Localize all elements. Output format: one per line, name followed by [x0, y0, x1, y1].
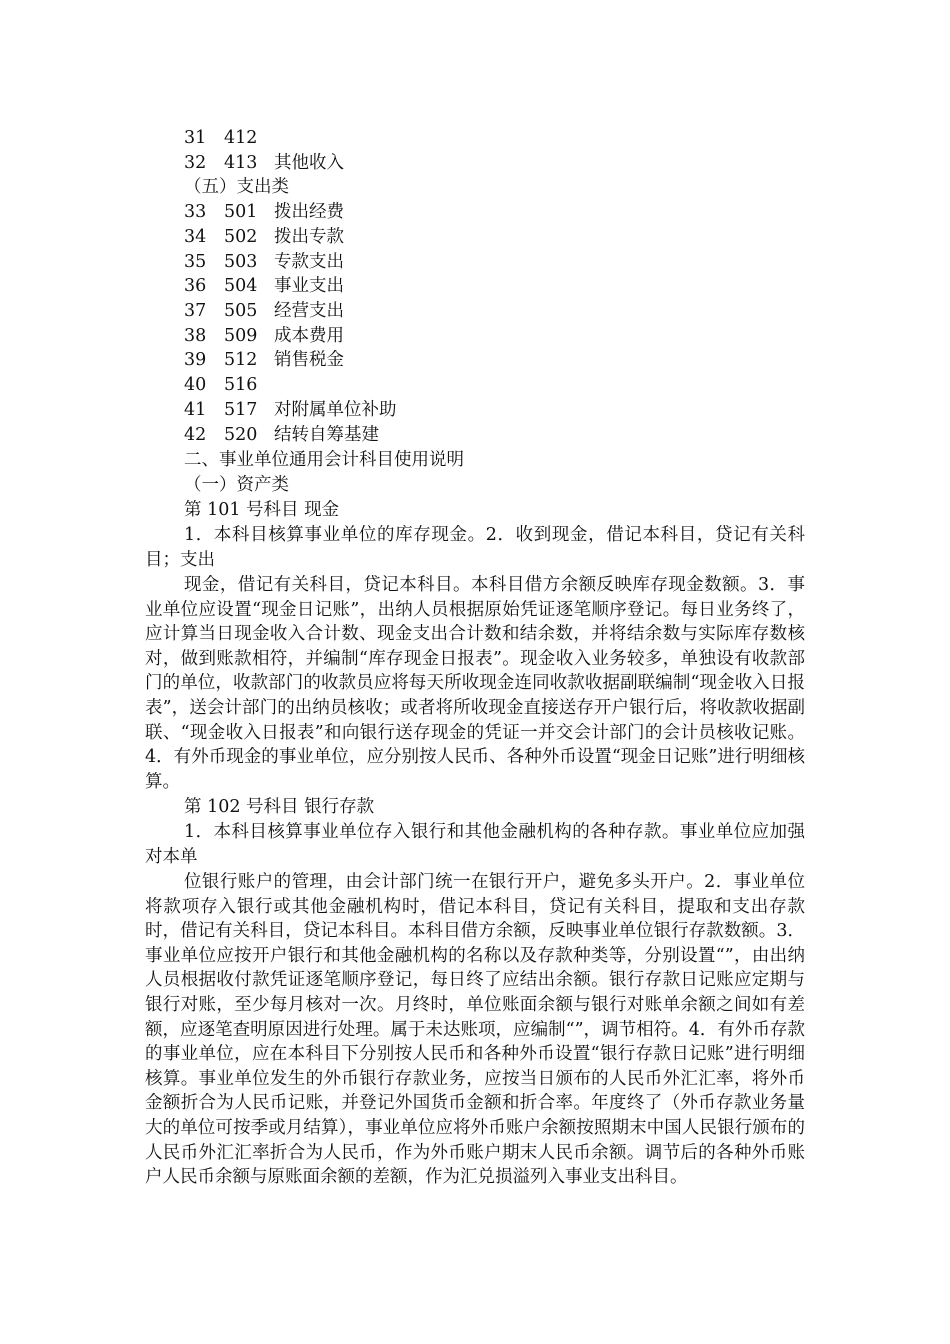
subject-number: 39: [184, 350, 207, 370]
subject-row-32: [184, 151, 344, 175]
subject-number: 36: [184, 276, 207, 296]
section-heading: 二、事业单位通用会计科目使用说明: [184, 450, 464, 470]
subject-code: 509: [224, 326, 258, 346]
subject-102-title: 第 102 号科目 银行存款: [184, 797, 375, 817]
subject-name: 专款支出: [274, 252, 344, 272]
subject-number: 40: [184, 375, 207, 395]
subject-name: 销售税金: [274, 350, 344, 370]
subject-number: 42: [184, 425, 207, 445]
subject-code: 503: [224, 252, 258, 272]
subject-code: 520: [224, 425, 258, 445]
subject-number: 34: [184, 227, 207, 247]
subject-name: 事业支出: [274, 276, 344, 296]
subject-row-38: [184, 324, 344, 348]
subject-row-35: [184, 250, 344, 274]
subject-code: 517: [224, 400, 258, 420]
subject-name: 其他收入: [274, 153, 344, 173]
subject-code: 504: [224, 276, 258, 296]
assets-heading: （一）资产类: [184, 475, 289, 495]
subject-name: 结转自筹基建: [274, 425, 379, 445]
subject-number: 32: [184, 153, 207, 173]
subject-number: 33: [184, 202, 207, 222]
subject-row-31: [184, 126, 274, 150]
expense-category-heading: （五）支出类: [184, 177, 289, 197]
subject-name: 拨出专款: [274, 227, 344, 247]
subject-101-paragraph-2: 现金，借记有关科目，贷记本科目。本科目借方余额反映库存现金数额。3．事业单位应设置“现金日记账”，出纳人员根据原始凭证逐笔顺序登记。每日业务终了，应计算当日现金收入合计数、现金支出合计数和结余数，并将结余数与实际库存数核对，做到账款相符，并编制“库存现金日报表”。现金收入业务较多，单独设有收款部门的单位，收款部门的收款员应将每天所收现金连同收款收据副联编制“现金收入日报表”，送会计部门的出纳员核收；或者将所收现金直接送存开户银行后，将收款收据副联、“现金收入日报表”和向银行送存现金的凭证一并交会计部门的会计员核收记账。4．有外币现金的事业单位，应分别按人民币、各种外币设置“现金日记账”进行明细核算。: [145, 575, 805, 792]
subject-101-title: 第 101 号科目 现金: [184, 500, 340, 520]
subject-row-42: [184, 423, 379, 447]
subject-name: 对附属单位补助: [274, 400, 397, 420]
subject-name: 拨出经费: [274, 202, 344, 222]
subject-102-paragraph-1: 1．本科目核算事业单位存入银行和其他金融机构的各种存款。事业单位应加强对本单: [145, 822, 805, 867]
subject-101-paragraph-1: 1．本科目核算事业单位的库存现金。2．收到现金，借记本科目，贷记有关科目；支出: [145, 525, 805, 570]
subject-code: 516: [224, 375, 258, 395]
subject-number: 35: [184, 252, 207, 272]
subject-code: 512: [224, 350, 258, 370]
subject-code: 412: [224, 128, 258, 148]
subject-number: 41: [184, 400, 207, 420]
subject-number: 37: [184, 301, 207, 321]
subject-row-39: [184, 348, 344, 372]
subject-102-paragraph-2: 位银行账户的管理，由会计部门统一在银行开户，避免多头开户。2．事业单位将款项存入银行或其他金融机构时，借记本科目，贷记有关科目，提取和支出存款时，借记有关科目，贷记本科目。本科目借方余额，反映事业单位银行存款数额。3．事业单位应按开户银行和其他金融机构的名称以及存款种类等，分别设置“”，由出纳人员根据收付款凭证逐笔顺序登记，每日终了应结出余额。银行存款日记账应定期与银行对账，至少每月核对一次。月终时，单位账面余额与银行对账单余额之间如有差额，应逐笔查明原因进行处理。属于未达账项，应编制“”，调节相符。4．有外币存款的事业单位，应在本科目下分别按人民币和各种外币设置“银行存款日记账”进行明细核算。事业单位发生的外币银行存款业务，应按当日颁布的人民币外汇汇率，将外币金额折合为人民币记账，并登记外国货币金额和折合率。年度终了（外币存款业务量大的单位可按季或月结算），事业单位应将外币账户余额按照期末中国人民银行颁布的人民币外汇汇率折合为人民币，作为外币账户期末人民币余额。调节后的各种外币账户人民币余额与原账面余额的差额，作为汇兑损溢列入事业支出科目。: [145, 872, 805, 1188]
subject-row-41: [184, 398, 397, 422]
subject-number: 38: [184, 326, 207, 346]
subject-name: 经营支出: [274, 301, 344, 321]
subject-row-40: [184, 373, 274, 397]
subject-code: 413: [224, 153, 258, 173]
subject-code: 501: [224, 202, 258, 222]
subject-row-37: [184, 299, 344, 323]
subject-row-36: [184, 274, 344, 298]
subject-row-33: [184, 200, 344, 224]
subject-name: 成本费用: [274, 326, 344, 346]
subject-row-34: [184, 225, 344, 249]
subject-number: 31: [184, 128, 207, 148]
subject-code: 505: [224, 301, 258, 321]
subject-code: 502: [224, 227, 258, 247]
